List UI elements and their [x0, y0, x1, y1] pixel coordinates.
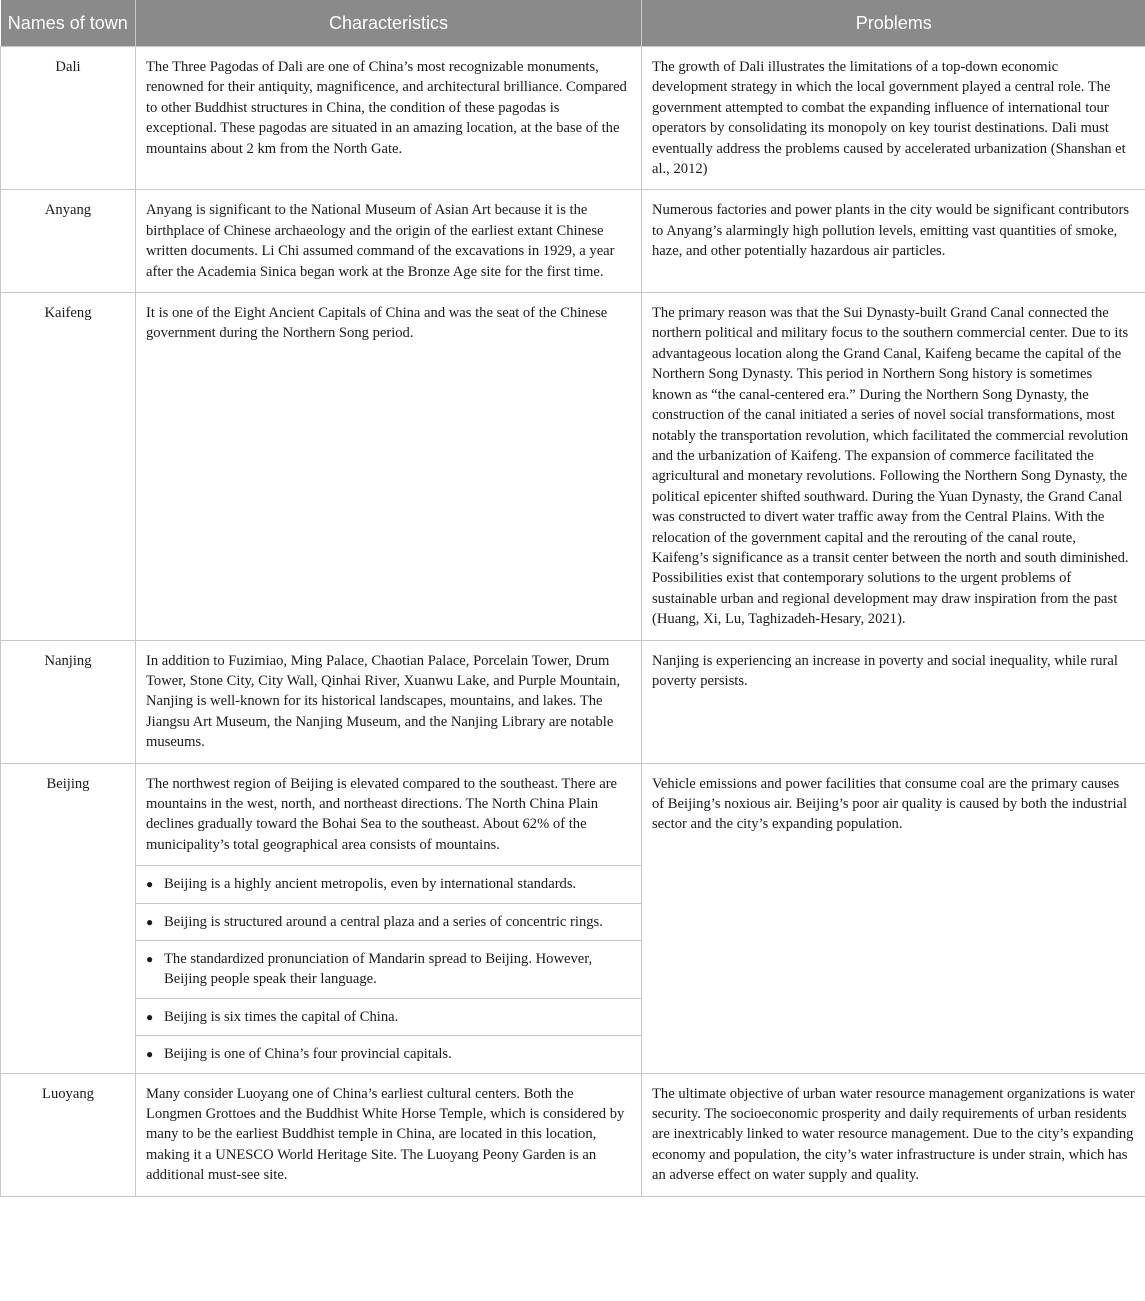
town-name: Beijing [1, 763, 136, 1073]
bullet-text: Beijing is structured around a central plaza and a series of concentric rings. [164, 913, 603, 930]
town-problems: Vehicle emissions and power facilities that consume coal are the primary causes of Beijing’s noxious air. Beijing’s poor air quality is caused by both the industrial sector and the city’s expanding population. [642, 763, 1145, 1073]
table-row [1, 190, 1145, 293]
town-name: Kaifeng [1, 293, 136, 641]
table-row [1, 763, 1145, 866]
bullet-text: Beijing is one of China’s four provincial capitals. [164, 1046, 452, 1063]
header-problems: Problems [642, 0, 1145, 47]
town-name: Dali [1, 47, 136, 190]
table-row [1, 293, 1145, 641]
header-names-of-town: Names of town [1, 0, 136, 47]
town-problems: The primary reason was that the Sui Dynasty-built Grand Canal connected the northern political and military focus to the southern commercial center. Due to its advantageous location along the Grand Canal, Kaifeng became the capital of the Northern Song Dynasty. This period in Northern Song history is sometimes known as “the canal-centered era.” During the Northern Song Dynasty, the construction of the canal initiated a series of novel social transformations, most notably the transportation revolution, which facilitated the commercial revolution and the urbanization of Kaifeng. The expansion of commerce facilitated the agricultural and monetary revolutions. Following the Northern Song Dynasty, the political epicenter shifted southward. During the Yuan Dynasty, the Grand Canal was constructed to divert water traffic away from the Central Plains. With the relocation of the government capital and the rerouting of the canal route, Kaifeng’s significance as a transit center between the north and south diminished. Possibilities exist that contemporary solutions to the urgent problems of sustainable urban and regional development may draw inspiration from the past (Huang, Xi, Lu, Taghizadeh-Hesary, 2021). [642, 293, 1145, 641]
town-name: Anyang [1, 190, 136, 293]
town-problems: The growth of Dali illustrates the limitations of a top-down economic development strategy in which the local government played a central role. The government attempted to combat the expanding influence of international tour operators by consolidating its monopoly on key tourist destinations. Dali must eventually address the problems caused by accelerated urbanization (Shanshan et al., 2012) [642, 47, 1145, 190]
town-problems: Nanjing is experiencing an increase in poverty and social inequality, while rural poverty persists. [642, 640, 1145, 763]
bullet-item [136, 941, 642, 999]
bullet-icon: ● [146, 952, 154, 967]
header-characteristics: Characteristics [136, 0, 642, 47]
bullet-text: Beijing is six times the capital of China. [164, 1008, 399, 1025]
town-characteristics: Many consider Luoyang one of China’s earliest cultural centers. Both the Longmen Grottoes and the Buddhist White Horse Temple, which is considered by many to be the earliest Buddhist temple in China, are located in this location, making it a UNESCO World Heritage Site. The Luoyang Peony Garden is an additional must-see site. [136, 1073, 642, 1196]
bullet-text: The standardized pronunciation of Mandarin spread to Beijing. However, Beijing people speak their language. [164, 951, 593, 988]
town-problems: Numerous factories and power plants in the city would be significant contributors to Anyang’s alarmingly high pollution levels, emitting vast quantities of smoke, haze, and other potentially hazardous air particles. [642, 190, 1145, 293]
town-characteristics: The northwest region of Beijing is elevated compared to the southeast. There are mountains in the west, north, and northeast directions. The North China Plain declines gradually toward the Bohai Sea to the southeast. About 62% of the municipality’s total geographical area consists of mountains. [136, 763, 642, 866]
table-row [1, 47, 1145, 190]
town-characteristics: Anyang is significant to the National Museum of Asian Art because it is the birthplace of Chinese archaeology and the origin of the earliest extant Chinese written documents. Li Chi assumed command of the excavations in 1929, a year after the Academia Sinica began work at the Bronze Age site for the first time. [136, 190, 642, 293]
town-name: Nanjing [1, 640, 136, 763]
town-name: Luoyang [1, 1073, 136, 1196]
table-row [1, 640, 1145, 763]
bullet-item [136, 998, 642, 1035]
bullet-icon: ● [146, 914, 154, 929]
bullet-item [136, 1036, 642, 1073]
bullet-text: Beijing is a highly ancient metropolis, even by international standards. [164, 876, 577, 893]
table-row [1, 1073, 1145, 1196]
bullet-icon: ● [146, 877, 154, 892]
town-characteristics: It is one of the Eight Ancient Capitals of China and was the seat of the Chinese government during the Northern Song period. [136, 293, 642, 641]
bullet-item [136, 866, 642, 903]
town-problems: The ultimate objective of urban water resource management organizations is water security. The socioeconomic prosperity and daily requirements of urban residents are inextricably linked to water resource management. Due to the city’s expanding economy and population, the city’s water infrastructure is under strain, which has an adverse effect on water supply and quality. [642, 1073, 1145, 1196]
header-row [1, 0, 1145, 47]
bullet-icon: ● [146, 1047, 154, 1062]
table-header [1, 0, 1145, 47]
town-characteristics: The Three Pagodas of Dali are one of China’s most recognizable monuments, renowned for their antiquity, magnificence, and architectural brilliance. Compared to other Buddhist structures in China, the condition of these pagodas is exceptional. These pagodas are situated in an amazing location, at the base of the mountains about 2 km from the North Gate. [136, 47, 642, 190]
bullet-icon: ● [146, 1009, 154, 1024]
table-body [1, 47, 1145, 1197]
town-characteristics: In addition to Fuzimiao, Ming Palace, Chaotian Palace, Porcelain Tower, Drum Tower, Stone City, City Wall, Qinhai River, Xuanwu Lake, and Purple Mountain, Nanjing is well-known for its historical landscapes, mountains, and lakes. The Jiangsu Art Museum, the Nanjing Museum, and the Nanjing Library are notable museums. [136, 640, 642, 763]
bullet-item [136, 903, 642, 940]
